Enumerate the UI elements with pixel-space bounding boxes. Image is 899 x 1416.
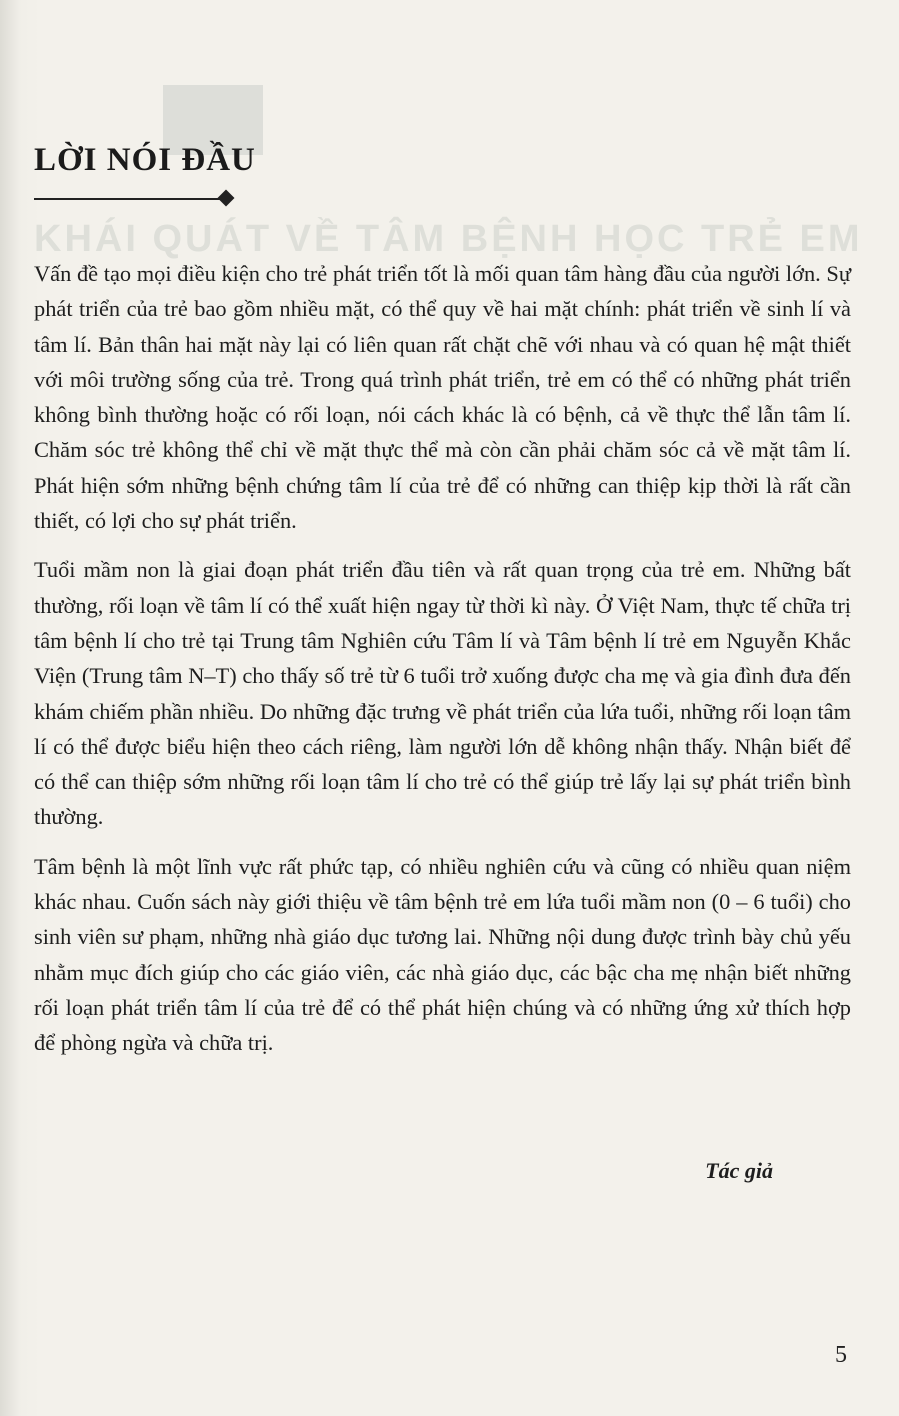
page-title: LỜI NÓI ĐẦU <box>34 142 256 178</box>
paragraph-2: Tuổi mầm non là giai đoạn phát triển đầu tiên và rất quan trọng của trẻ em. Những bất thường, rối loạn về tâm lí có thể xuất hiện ngay từ thời kì này. Ở Việt Nam, thực tế chữa trị tâm bệnh lí cho trẻ tại Trung tâm Nghiên cứu Tâm lí và Tâm bệnh lí trẻ em Nguyễn Khắc Viện (Trung tâm N–T) cho thấy số trẻ từ 6 tuổi trở xuống được cha mẹ và gia đình đưa đến khám chiếm phần nhiều. Do những đặc trưng về phát triển của lứa tuổi, những rối loạn tâm lí có thể được biểu hiện theo cách riêng, làm người lớn dễ không nhận thấy. Nhận biết để có thể can thiệp sớm những rối loạn tâm lí cho trẻ có thể giúp trẻ lấy lại sự phát triển bình thường. <box>34 557 851 830</box>
paragraph-1: Vấn đề tạo mọi điều kiện cho trẻ phát triển tốt là mối quan tâm hàng đầu của người lớn. Sự phát triển của trẻ bao gồm nhiều mặt, có thể quy về hai mặt chính: phát triển về sinh lí và tâm lí. Bản thân hai mặt này lại có liên quan rất chặt chẽ với nhau và có quan hệ mật thiết với môi trường sống của trẻ. Trong quá trình phát triển, trẻ em có thể có những phát triển không bình thường hoặc có rối loạn, nói cách khác là có bệnh, cả về thực thể lẫn tâm lí. Chăm sóc trẻ không thể chỉ về mặt thực thể mà còn cần phải chăm sóc cả về mặt tâm lí. Phát hiện sớm những bệnh chứng tâm lí của trẻ để có những can thiệp kịp thời là rất cần thiết, có lợi cho sự phát triển. <box>34 261 851 534</box>
title-block <box>34 142 256 179</box>
paragraph-3: Tâm bệnh là một lĩnh vực rất phức tạp, có nhiều nghiên cứu và cũng có nhiều quan niệm khác nhau. Cuốn sách này giới thiệu về tâm bệnh trẻ em lứa tuổi mầm non (0 – 6 tuổi) cho sinh viên sư phạm, những nhà giáo dục tương lai. Những nội dung được trình bày chủ yếu nhằm mục đích giúp cho các giáo viên, các nhà giáo dục, các bậc cha mẹ nhận biết những rối loạn phát triển tâm lí của trẻ để có thể phát hiện chúng và có những ứng xử thích hợp để phòng ngừa và chữa trị. <box>34 853 851 1056</box>
title-underline <box>34 198 224 200</box>
bleed-through-heading: KHÁI QUÁT VỀ TÂM BỆNH HỌC TRẺ EM <box>34 218 863 260</box>
diamond-ornament-icon <box>218 190 235 207</box>
author-signature: Tác giả <box>705 1158 773 1183</box>
preface-body <box>34 256 851 1075</box>
page-number: 5 <box>835 1342 847 1368</box>
